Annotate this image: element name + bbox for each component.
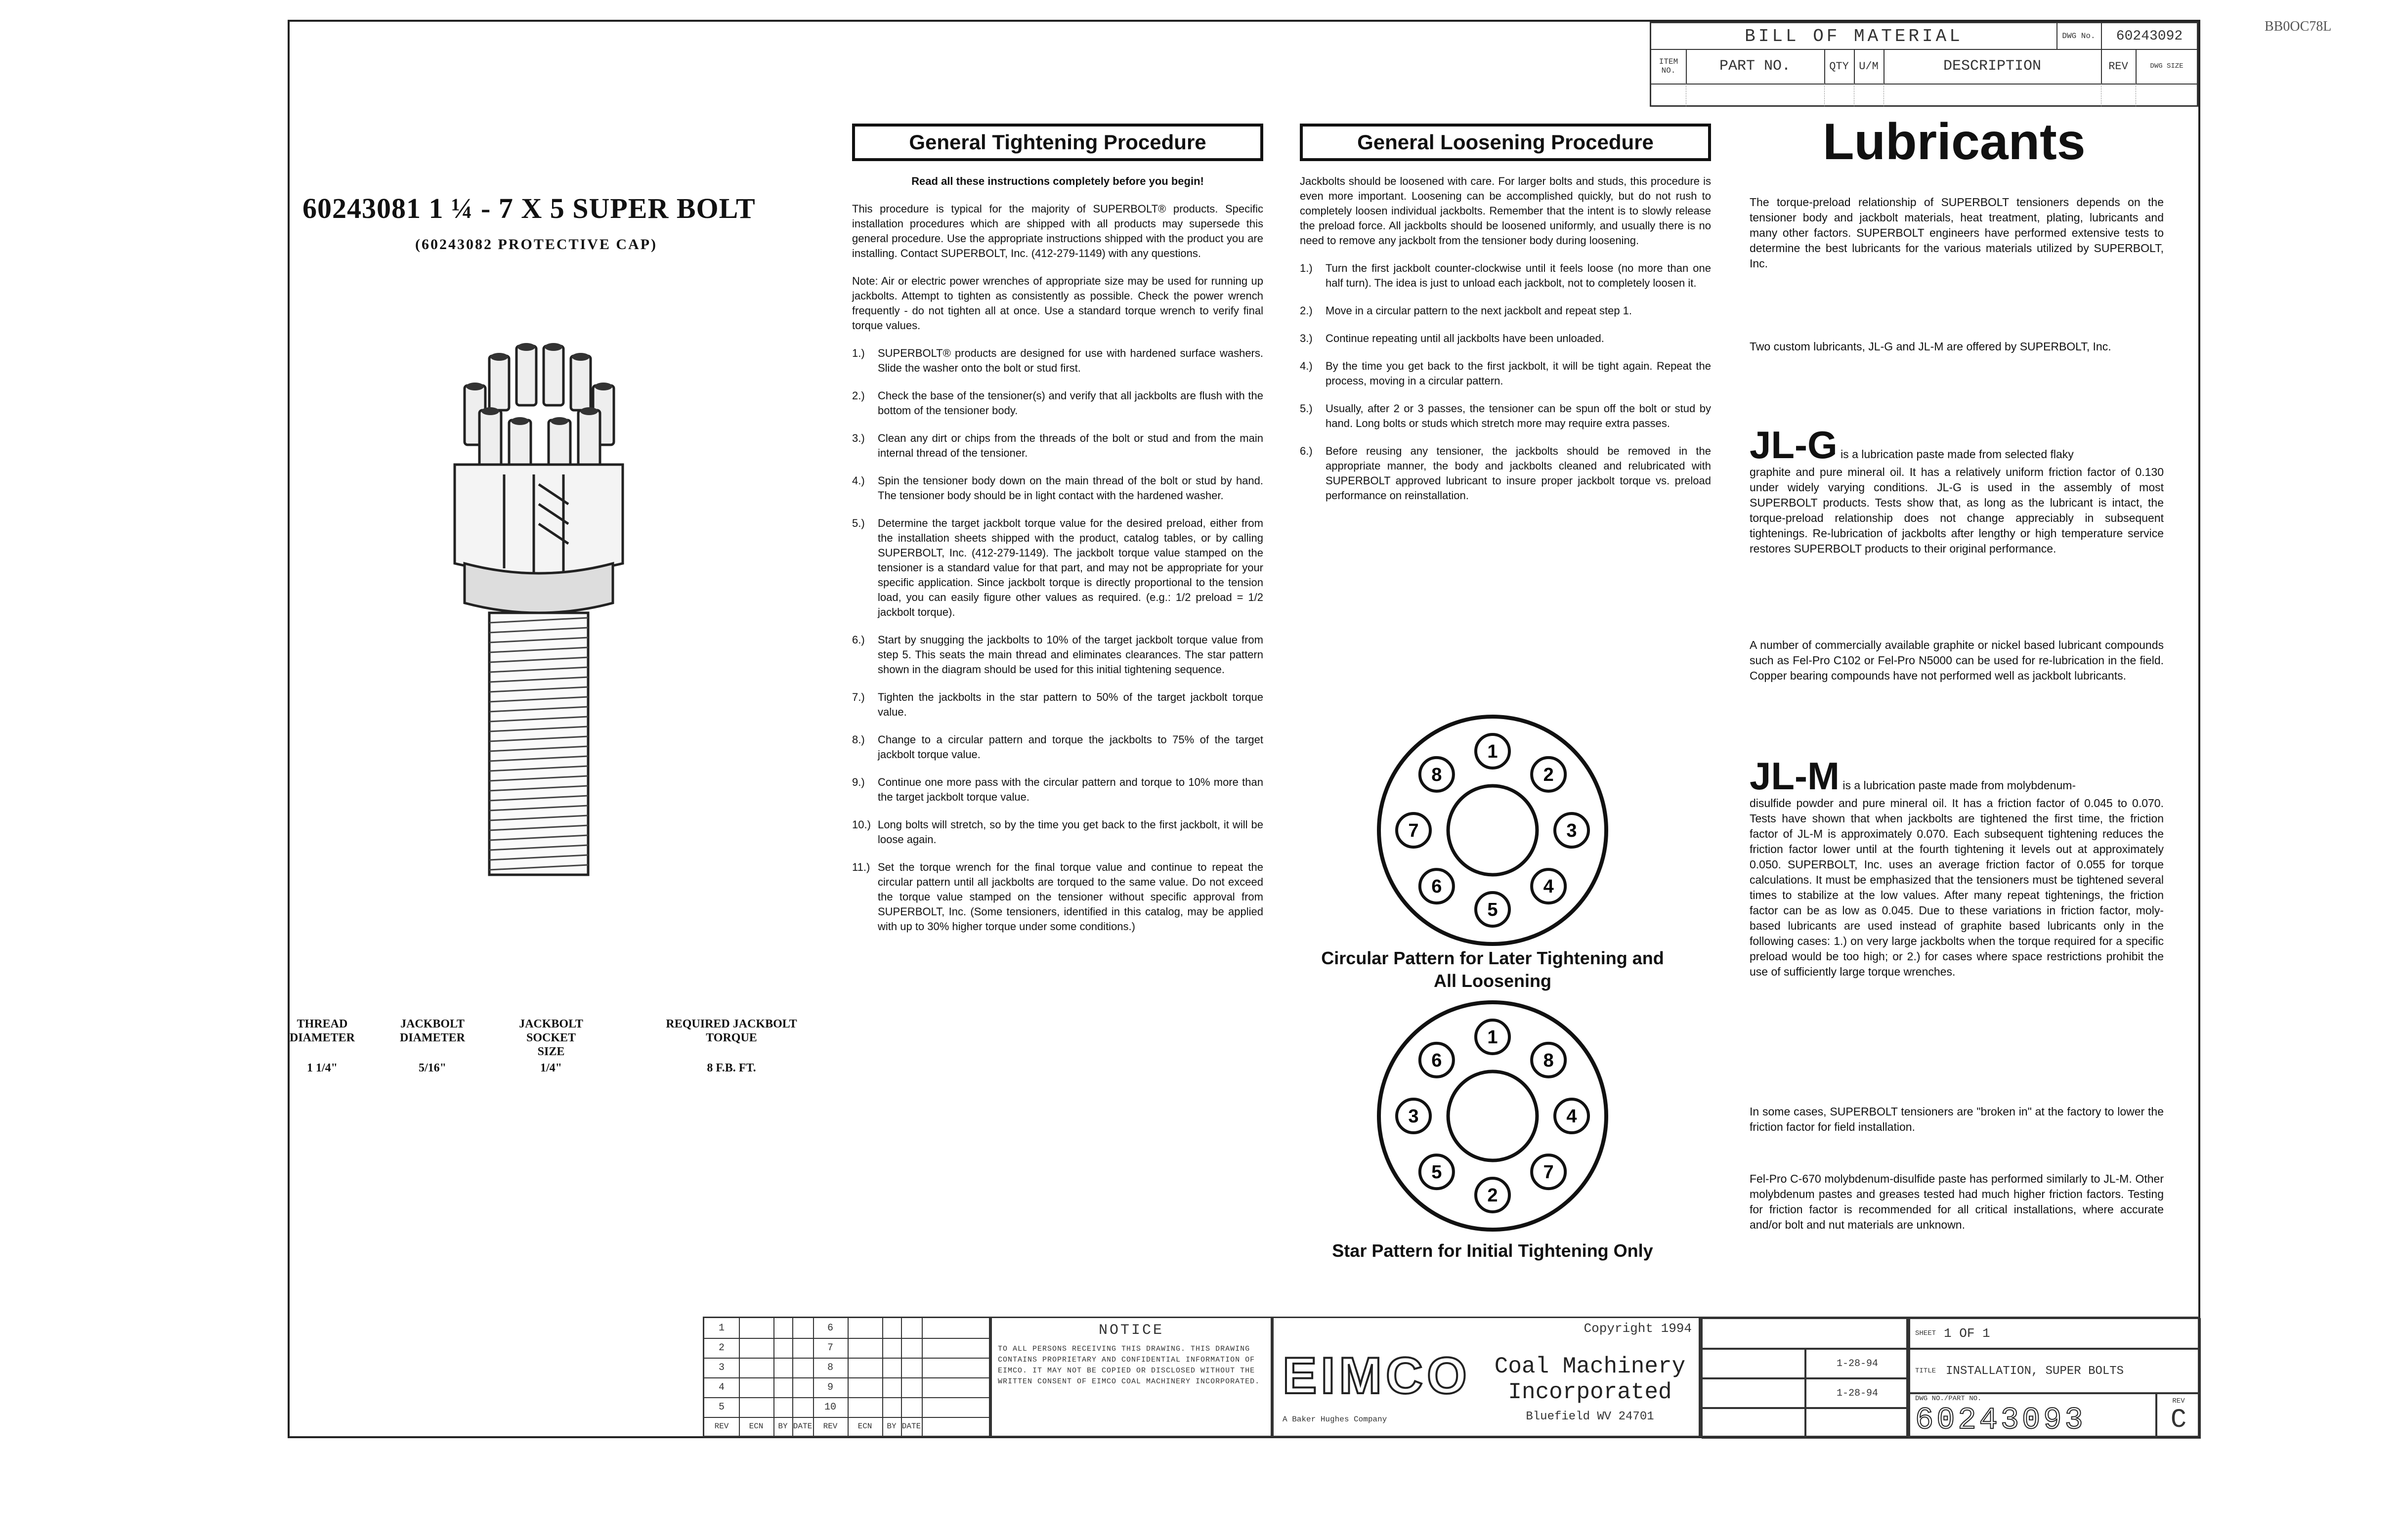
revision-cell — [882, 1377, 902, 1397]
tightening-intro: Read all these instructions completely before you begin! — [911, 175, 1204, 187]
jackbolt-sequence-number: 8 — [1431, 764, 1442, 785]
approval-cell — [1702, 1349, 1805, 1378]
revision-cell — [773, 1358, 793, 1377]
loosening-step: 6.) Before reusing any tensioner, the jackbolts should be removed in the appropriate manner, the body and jackbolts cleaned and relubricated with SUPERBOLT approved lubricant to insure proper jackbolt torque vs. preload performance on reinstallation. — [1300, 445, 1711, 502]
revision-cell — [901, 1318, 923, 1338]
tightening-step: 10.) Long bolts will stretch, so by the time you get back to the first jackbolt, it will be loose again. — [852, 818, 1263, 846]
jackbolt-sequence-number: 1 — [1487, 741, 1498, 762]
jlg-text: graphite and pure mineral oil. It has a relatively uniform friction factor of 0.130 under widely varying conditions. JL-G is used in the assembly of most SUPERBOLT products. Tests show that, as long as the lubricant is intact, the torque-preload relationship does not change appreciably in subsequent tightenings. Re-lubrication of jackbolts after lengthy or high temperature service restores SUPERBOLT products to their original performance. — [1750, 466, 2164, 555]
dwg-number-cell — [1909, 1393, 2156, 1439]
title-label: TITLE — [1915, 1367, 1936, 1375]
revision-header-label: BY — [882, 1417, 902, 1436]
copyright: Copyright 1994 — [1584, 1321, 1692, 1336]
revision-cell — [901, 1338, 923, 1358]
loosening-step: 3.) Continue repeating until all jackbolts have been unloaded. — [1300, 332, 1604, 344]
star-pattern-caption: Star Pattern for Initial Tightening Only — [1332, 1241, 1653, 1261]
revision-cell — [739, 1318, 774, 1338]
bom-header-size: DWG SIZE — [2150, 62, 2184, 70]
bom-title: BILL OF MATERIAL — [1651, 23, 2057, 49]
loosening-step: 5.) Usually, after 2 or 3 passes, the tensioner can be spun off the bolt or stud by hand. Long bolts or studs which stretch more may require extra passes. — [1300, 402, 1711, 429]
tensioner-body — [455, 465, 623, 573]
sheet-cell — [1909, 1318, 2201, 1349]
drawing-title: INSTALLATION, SUPER BOLTS — [1946, 1364, 2124, 1378]
lubricants-p5: Fel-Pro C-670 molybdenum-disulfide paste has performed similarly to JL-M. Other molybdenum pastes and greases tested had much higher friction factors. Testing for friction factor is recommended for all critical installations, where accurate and/or bolt and nut materials are unknown. — [1750, 1172, 2164, 1231]
lubricants-intro: The torque-preload relationship of SUPERBOLT tensioners depends on the tensioner body and jackbolt materials, heat treatment, plating, lubricants and many other factors. SUPERBOLT engineers have performed extensive tests to determine the best lubricants for the various materials utilized by SUPERBOLT, Inc. — [1750, 196, 2164, 270]
approval-cell — [1702, 1408, 1805, 1439]
bom-title-row — [1651, 23, 2197, 50]
bom-header-description: DESCRIPTION — [1884, 49, 2102, 84]
revision-cell: 7 — [813, 1338, 849, 1358]
revision-cell — [773, 1318, 793, 1338]
loosening-p1: Jackbolts should be loosened with care. For larger bolts and studs, this procedure is even more important. Loosening can be accomplished quickly, but do not rush to completely loosen individual jackbolts. Remember that the intent is to slowly release the preload force. All jackbolts should be loosened uniformly, and usually there is no need to remove any jackbolt from the tensioner body during loosening. — [1300, 175, 1711, 247]
revision-cell — [922, 1358, 990, 1377]
jackbolt-sequence-number: 3 — [1408, 1106, 1419, 1127]
revision-row — [704, 1397, 989, 1418]
spec-value-torque: 8 F.B. FT. — [707, 1062, 756, 1074]
eimco-logo: EIMCO — [1283, 1347, 1471, 1405]
super-bolt-illustration — [435, 326, 642, 890]
revision-cell — [739, 1397, 774, 1417]
tightening-step: 5.) Determine the target jackbolt torque value for the desired preload, either from the installation sheets shipped with the product, catalog tables, or by calling SUPERBOLT, Inc. (412-279-1149). The jackbolt torque value stamped on the tensioner is a standard value for that part, and may not be appropriate for your specific application. Since jackbolt torque is directly proportional to the tension load, you can easily figure other values as required. (e.g.: 1/2 preload = 1/2 jackbolt torque). — [852, 517, 1263, 618]
jlg-label: JL-G — [1750, 423, 1838, 467]
revision-header-label: DATE — [792, 1417, 814, 1436]
tightening-step: 1.) SUPERBOLT® products are designed for use with hardened surface washers. Slide the washer onto the bolt or stud first. — [852, 347, 1263, 374]
revision-block — [703, 1317, 990, 1437]
revision-header-label: REV — [704, 1417, 740, 1436]
jlm-text: disulfide powder and pure mineral oil. It has a friction factor of 0.045 to 0.070. Tests have shown that when jackbolts are tightened the first time, the friction factor of JL-M is approximately 0.070. Each subsequent tightening reduces the friction factor lower until at the fourth tightening it levels out at approximately 0.050. SUPERBOLT, Inc. uses an average friction factor of 0.055 for torque calculations. It must be emphasized that the tensioners must be tightened several times to stabilize at the low values. After many repeat tightenings, the friction factor can be as low as 0.045. Due to these variations in friction factor, moly-based lubricants are used instead of graphite based lubricants only in the following cases: 1.) on very large jackbolts when the torque required for a specific preload would be too high; or 2.) for cases where space restrictions prohibit the use of sufficiently large torque wrenches. — [1750, 797, 2164, 978]
loosening-step: 1.) Turn the first jackbolt counter-clockwise until it feels loose (no more than one half turn). The idea is just to unload each jackbolt, not to completely loosen it. — [1300, 262, 1711, 289]
sheet-label: SHEET — [1915, 1329, 1936, 1337]
approval-cell — [1702, 1378, 1805, 1408]
spec-header-thread: THREAD DIAMETER — [289, 1018, 355, 1044]
tightening-step: 2.) Check the base of the tensioner(s) and verify that all jackbolts are flush with the bottom of the tensioner body. — [852, 389, 1263, 417]
tightening-p1: This procedure is typical for the majority of SUPERBOLT® products. Specific installation procedures which are shipped with all products may supersede this general procedure. Use the appropriate instructions shipped with the product you are installing. Contact SUPERBOLT, Inc. (412-279-1149) with any questions. — [852, 203, 1263, 259]
drawing-title-block — [1908, 1317, 2199, 1437]
rev-label: REV — [2172, 1397, 2185, 1405]
jackbolt-sequence-number: 6 — [1431, 876, 1442, 898]
revision-cell — [848, 1318, 883, 1338]
revision-cell: 3 — [704, 1358, 740, 1377]
bom-header-part: PART NO. — [1686, 49, 1825, 84]
dwg-number-label: DWG NO./PART NO. — [1915, 1394, 1982, 1403]
revision-cell — [882, 1338, 902, 1358]
jackbolt-sequence-number: 1 — [1487, 1027, 1498, 1048]
revision-cell — [739, 1377, 774, 1397]
revision-row — [704, 1318, 989, 1339]
revision-cell — [773, 1338, 793, 1358]
loosening-step: 2.) Move in a circular pattern to the next jackbolt and repeat step 1. — [1300, 304, 1632, 317]
notice-text: TO ALL PERSONS RECEIVING THIS DRAWING. THIS DRAWING CONTAINS PROPRIETARY AND CONFIDENTIAL INFORMATION OF EIMCO. IT MAY NOT BE COPIED OR DISCLOSED WITHOUT THE WRITTEN CONSENT OF EIMCO COAL MACHINERY INCORPORATED. — [998, 1345, 1260, 1386]
jackbolt-sequence-number: 4 — [1543, 876, 1554, 898]
jackbolt-holes — [1397, 734, 1588, 926]
revision-cell: 2 — [704, 1338, 740, 1358]
tightening-step: 9.) Continue one more pass with the circular pattern and torque to 10% more than the target jackbolt torque value. — [852, 776, 1263, 803]
revision-cell — [792, 1318, 814, 1338]
tightening-step: 8.) Change to a circular pattern and torque the jackbolts to 75% of the target jackbolt torque value. — [852, 733, 1263, 761]
company-name-line-2: Incorporated — [1508, 1379, 1672, 1405]
revision-header-label: REV — [813, 1417, 849, 1436]
spec-value-thread: 1 1/4" — [307, 1062, 338, 1074]
lubricants-p3: A number of commercially available graphite or nickel based lubricant compounds such as Fel-Pro C102 or Fel-Pro N5000 can be used for re-lubrication in the field. Copper bearing compounds have not performed well as jackbolt lubricants. — [1750, 639, 2164, 682]
revision-cell — [901, 1358, 923, 1377]
revision-cell — [901, 1377, 923, 1397]
bom-header-item: ITEM NO. — [1651, 49, 1687, 84]
dwg-number: 60243093 — [1915, 1402, 2086, 1438]
circular-pattern-caption: Circular Pattern for Later Tightening and All Loosening — [1321, 948, 1664, 991]
jackbolt-sequence-number: 2 — [1487, 1185, 1498, 1206]
revision-row — [704, 1377, 989, 1398]
company-name — [1481, 1354, 1699, 1405]
notice-title: NOTICE — [1098, 1322, 1164, 1339]
star-pattern-diagram — [1374, 997, 1611, 1235]
bom-header-um: U/M — [1854, 49, 1884, 84]
approval-cell — [1805, 1408, 1909, 1439]
revision-header-label: ECN — [739, 1417, 774, 1436]
tightening-heading: General Tightening Procedure — [852, 124, 1263, 161]
revision-cell — [848, 1338, 883, 1358]
tightening-p2: Note: Air or electric power wrenches of appropriate size may be used for running up jackbolts. Attempt to tighten as consistently as possible. Check the power wrench frequently - do not tighten all at once. Use a standard torque wrench to verify final torque values. — [852, 275, 1263, 332]
jackbolt-sequence-number: 5 — [1431, 1162, 1442, 1183]
notice-block — [990, 1317, 1272, 1437]
circular-pattern-diagram — [1374, 712, 1611, 949]
revision-cell: 4 — [704, 1377, 740, 1397]
revision-header-label: BY — [773, 1417, 793, 1436]
tightening-step: 11.) Set the torque wrench for the final torque value and continue to repeat the circular pattern until all jackbolts are torqued to the same value. Do not exceed the torque value stamped on the tensioner without specific approval from SUPERBOLT, Inc. (Some tensioners, identified in this catalog, may be applied with up to 30% higher torque under some conditions.) — [852, 861, 1263, 933]
jackbolt-sequence-number: 3 — [1566, 820, 1577, 841]
revision-cell: 10 — [813, 1397, 849, 1417]
tightening-step: 7.) Tighten the jackbolts in the star pattern to 50% of the target jackbolt torque value. — [852, 691, 1263, 718]
jackbolt-sequence-number: 7 — [1408, 820, 1419, 841]
spec-value-jackbolt-diameter: 5/16" — [419, 1062, 446, 1074]
revision-cell — [882, 1318, 902, 1338]
jackbolt-sequence-number: 7 — [1543, 1162, 1554, 1183]
revision-cell — [922, 1397, 990, 1417]
rev-cell — [2156, 1393, 2201, 1439]
revision-cell — [848, 1358, 883, 1377]
revision-cell — [739, 1358, 774, 1377]
jlg-lead: is a lubrication paste made from selected flaky — [1841, 448, 2074, 461]
revision-cell — [773, 1377, 793, 1397]
bolt-hole-circle — [1448, 1071, 1537, 1160]
revision-cell — [792, 1338, 814, 1358]
revision-cell — [792, 1377, 814, 1397]
revision-cell — [882, 1358, 902, 1377]
revision-cell — [901, 1397, 923, 1417]
revision-cell — [922, 1338, 990, 1358]
company-city: Bluefield WV 24701 — [1526, 1410, 1654, 1423]
tightening-step: 6.) Start by snugging the jackbolts to 10% of the target jackbolt torque value from step 5. This seats the main thread and eliminates clearances. The star pattern shown in the diagram should be used for this initial tightening sequence. — [852, 634, 1263, 676]
revision-header-label: ECN — [848, 1417, 883, 1436]
jackbolt-holes — [1397, 1020, 1588, 1212]
title-cell — [1909, 1349, 2201, 1393]
revision-cell: 8 — [813, 1358, 849, 1377]
approvals-notes — [1702, 1318, 1909, 1349]
company-name-line-1: Coal Machinery — [1494, 1354, 1686, 1379]
bom-header-rev: REV — [2101, 49, 2137, 84]
bom-header-row — [1651, 49, 2197, 85]
revision-cell: 1 — [704, 1318, 740, 1338]
jackbolt-sequence-number: 4 — [1566, 1106, 1577, 1127]
bom-number: 60243092 — [2116, 28, 2183, 44]
loosening-heading: General Loosening Procedure — [1300, 124, 1711, 161]
bom-header-qty: QTY — [1824, 49, 1855, 84]
bill-of-material — [1650, 22, 2198, 107]
jackbolt-sequence-number: 6 — [1431, 1050, 1442, 1071]
revision-cell — [922, 1377, 990, 1397]
revision-cell — [848, 1397, 883, 1417]
bolt-hole-circle — [1448, 786, 1537, 875]
lubricant-jlg — [1750, 425, 2164, 556]
revision-cell — [922, 1318, 990, 1338]
jackbolt-sequence-number: 2 — [1543, 764, 1554, 785]
company-tagline: A Baker Hughes Company — [1283, 1415, 1387, 1424]
lubricants-p2: Two custom lubricants, JL-G and JL-M are offered by SUPERBOLT, Inc. — [1750, 340, 2111, 353]
revision-cell — [882, 1397, 902, 1417]
lubricants-p4: In some cases, SUPERBOLT tensioners are "broken in" at the factory to lower the friction factor for field installation. — [1750, 1105, 2164, 1133]
bom-empty-row — [1651, 84, 2197, 106]
part-title: 60243081 1 ¼ - 7 X 5 SUPER BOLT — [302, 192, 756, 224]
sheet-value: 1 OF 1 — [1944, 1326, 1990, 1341]
loosening-text — [1300, 174, 1711, 516]
revision-cell — [773, 1397, 793, 1417]
loosening-step: 4.) By the time you get back to the first jackbolt, it will be tight again. Repeat the process, moving in a circular pattern. — [1300, 360, 1711, 387]
jlm-label: JL-M — [1750, 754, 1840, 798]
revision-cell: 6 — [813, 1318, 849, 1338]
approval-date-2: 1-28-94 — [1805, 1378, 1909, 1408]
revision-cell — [739, 1338, 774, 1358]
corner-code: BB0OC78L — [2265, 19, 2332, 34]
approval-date-1: 1-28-94 — [1805, 1349, 1909, 1378]
part-subtitle: (60243082 PROTECTIVE CAP) — [415, 236, 658, 253]
rev-value: C — [2170, 1405, 2187, 1435]
revision-header-row — [704, 1417, 989, 1436]
spec-header-socket: JACKBOLT SOCKET SIZE — [519, 1018, 583, 1058]
revision-cell: 9 — [813, 1377, 849, 1397]
revision-cell — [792, 1358, 814, 1377]
bom-number-label: DWG No. — [2056, 23, 2102, 49]
tightening-step: 3.) Clean any dirt or chips from the threads of the bolt or stud and from the main internal thread of the tensioner. — [852, 432, 1263, 459]
revision-row — [704, 1358, 989, 1378]
jlm-lead: is a lubrication paste made from molybdenum- — [1842, 779, 2076, 792]
revision-cell: 5 — [704, 1397, 740, 1417]
jackbolt-sequence-number: 8 — [1543, 1050, 1554, 1071]
lubricants-heading: Lubricants — [1823, 113, 2086, 171]
spec-value-socket: 1/4" — [540, 1062, 562, 1074]
spec-header-jackbolt-diameter: JACKBOLT DIAMETER — [399, 1018, 465, 1044]
spec-header-torque: REQUIRED JACKBOLT TORQUE — [666, 1018, 797, 1044]
tightening-step: 4.) Spin the tensioner body down on the main thread of the bolt or stud by hand. The tensioner body should be in light contact with the hardened washer. — [852, 474, 1263, 502]
jackbolt-sequence-number: 5 — [1487, 899, 1498, 920]
company-block — [1272, 1317, 1700, 1437]
revision-cell — [848, 1377, 883, 1397]
lubricant-jlm — [1750, 756, 2164, 980]
revision-header-label: DATE — [901, 1417, 923, 1436]
approvals-block — [1700, 1317, 1908, 1437]
tightening-text — [852, 174, 1263, 947]
revision-row — [704, 1338, 989, 1359]
revision-cell — [792, 1397, 814, 1417]
